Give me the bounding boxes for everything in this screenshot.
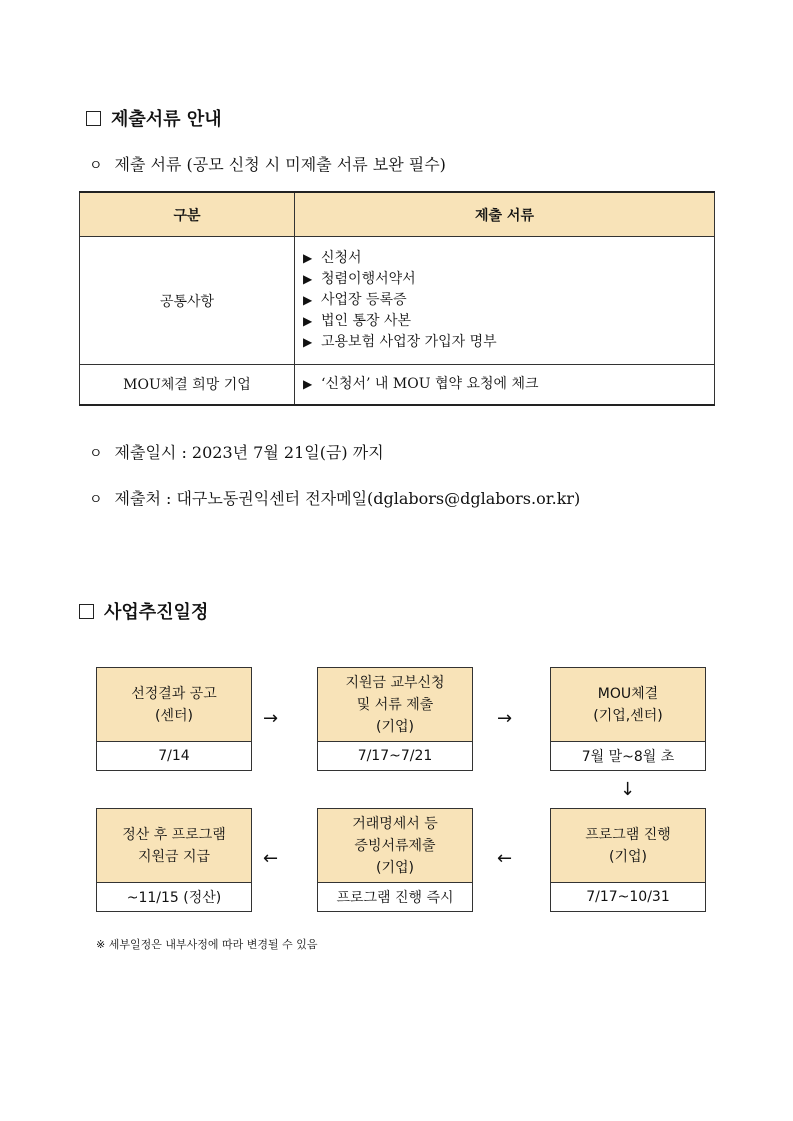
submit-bullet-line: ㅇ 제출처 : 대구노동권익센터 전자메일(dglabors@dglabors.or.kr) [89, 489, 581, 508]
step-description: 지원금 교부신청 및 서류 제출 (기업) [318, 668, 472, 742]
triangle-bullet-icon: ▶ [303, 335, 313, 349]
checkbox-square-icon [86, 111, 101, 126]
step-date: 7/17~10/31 [586, 889, 670, 905]
triangle-bullet-icon: ▶ [303, 251, 313, 265]
table-cell-items [295, 365, 715, 405]
list-item: ▶ ‘신청서’ 내 MOU 협약 요청에 체크 [303, 374, 706, 395]
triangle-bullet-icon: ▶ [303, 376, 313, 391]
table-cell-category: MOU체결 희망 기업 [80, 365, 295, 405]
right-arrow-icon: → [263, 708, 279, 729]
step-date: 7/14 [158, 748, 190, 764]
list-item: ▶ 신청서 [303, 248, 706, 269]
step-description: MOU체결 (기업,센터) [551, 668, 705, 742]
table-cell-category: 공통사항 [80, 237, 295, 365]
section-title-documents: 제출서류 안내 [86, 105, 222, 131]
docs-bullet-line: ㅇ 제출 서류 (공모 신청 시 미제출 서류 보완 필수) [89, 155, 446, 174]
left-arrow-icon: ← [497, 848, 513, 869]
right-arrow-icon: → [497, 708, 513, 729]
step-date: 7/17~7/21 [357, 748, 433, 764]
deadline-bullet-line: ㅇ 제출일시 : 2023년 7월 21일(금) 까지 [89, 443, 384, 462]
step-date: 프로그램 진행 즉시 [336, 890, 454, 906]
table-row [80, 365, 715, 405]
bullet-symbol: ㅇ [89, 446, 103, 462]
triangle-bullet-icon: ▶ [303, 314, 313, 328]
table-row [80, 237, 715, 365]
table-header-category: 구분 [80, 192, 295, 237]
step-description: 거래명세서 등 증빙서류제출 (기업) [318, 809, 472, 883]
list-item: ▶ 청렴이행서약서 [303, 269, 706, 290]
schedule-step-1 [96, 667, 252, 771]
step-description: 프로그램 진행 (기업) [551, 809, 705, 883]
schedule-step-2 [317, 667, 473, 771]
step-date: ~11/15 (정산) [126, 890, 222, 906]
schedule-note: ※ 세부일정은 내부사정에 따라 변경될 수 있음 [96, 938, 318, 951]
table-header-row [80, 192, 715, 237]
step-date: 7월 말~8월 초 [581, 749, 675, 765]
triangle-bullet-icon: ▶ [303, 293, 313, 307]
schedule-step-3 [550, 667, 706, 771]
checkbox-square-icon [79, 604, 94, 619]
schedule-step-6 [96, 808, 252, 912]
table-header-documents: 제출 서류 [295, 192, 715, 237]
table-cell-items [295, 237, 715, 365]
list-item: ▶ 사업장 등록증 [303, 290, 706, 311]
down-arrow-icon: ↓ [620, 779, 636, 800]
list-item: ▶ 고용보험 사업장 가입자 명부 [303, 332, 706, 353]
schedule-step-4 [550, 808, 706, 912]
step-description: 정산 후 프로그램 지원금 지급 [97, 809, 251, 883]
triangle-bullet-icon: ▶ [303, 272, 313, 286]
bullet-symbol: ㅇ [89, 158, 103, 174]
step-description: 선정결과 공고 (센터) [97, 668, 251, 742]
section-title-schedule: 사업추진일정 [79, 598, 208, 624]
left-arrow-icon: ← [263, 848, 279, 869]
list-item: ▶ 법인 통장 사본 [303, 311, 706, 332]
bullet-symbol: ㅇ [89, 492, 103, 508]
schedule-step-5 [317, 808, 473, 912]
documents-table [79, 191, 715, 406]
